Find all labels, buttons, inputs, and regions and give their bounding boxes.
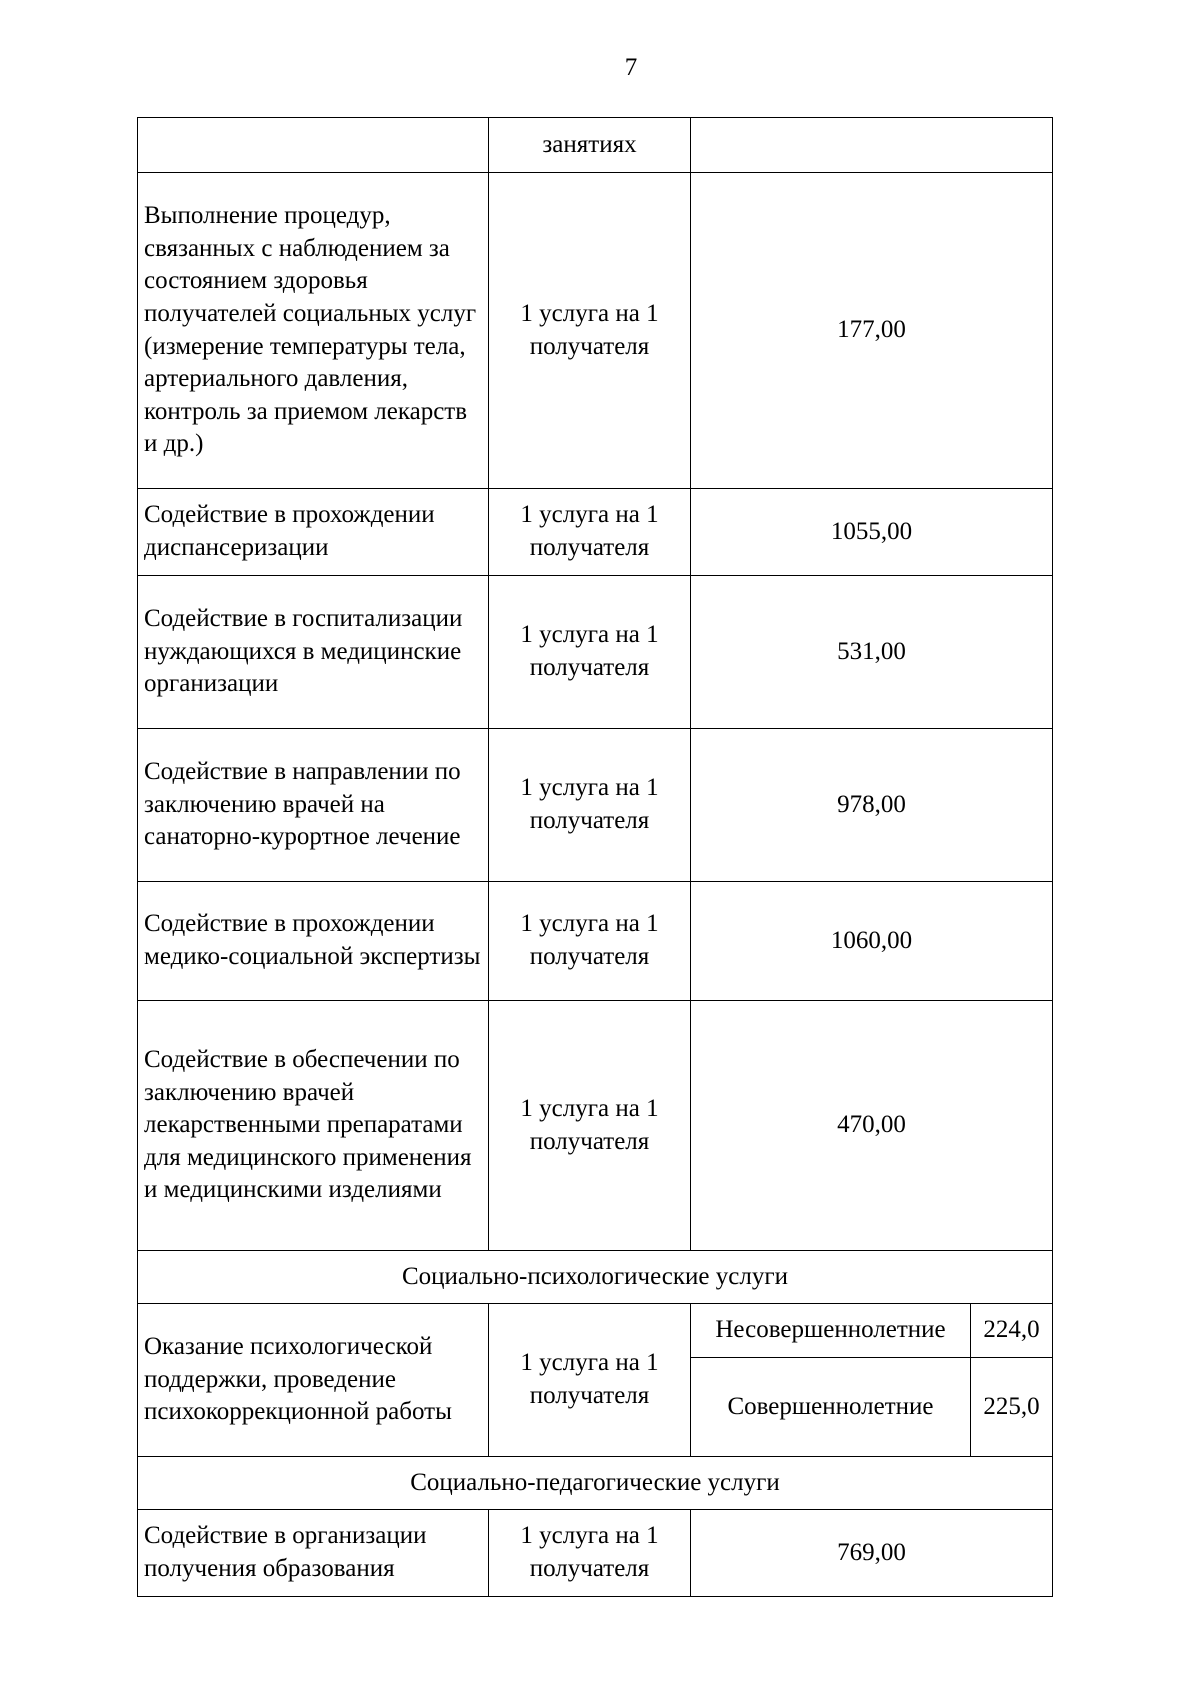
price-cell: 978,00 [691, 729, 1053, 882]
service-name-cell: Содействие в направлении по заключению врачей на санаторно-курортное лечение [138, 729, 489, 882]
category-adults: Совершеннолетние [691, 1358, 971, 1457]
table-row [138, 173, 1053, 489]
service-name-cell: Выполнение процедур, связанных с наблюдением за состоянием здоровья получателей социальных услуг (измерение температуры тела, артериального давления, контроль за приемом лекарств и др.) [138, 173, 489, 489]
table-row [138, 1001, 1053, 1251]
price-cell: 531,00 [691, 576, 1053, 729]
section-heading: Социально-психологические услуги [138, 1251, 1053, 1304]
unit-cell: 1 услуга на 1 получателя [489, 882, 691, 1001]
unit-cell: 1 услуга на 1 получателя [489, 173, 691, 489]
table-row [138, 882, 1053, 1001]
price-cell [691, 118, 1053, 173]
price-adults: 225,0 [971, 1358, 1053, 1457]
table-row [138, 489, 1053, 576]
services-tariff-table [137, 117, 1053, 1597]
price-minors: 224,0 [971, 1304, 1053, 1358]
service-name-cell: Содействие в госпитализации нуждающихся в медицинские организации [138, 576, 489, 729]
price-cell: 177,00 [691, 173, 1053, 489]
price-cell: 1060,00 [691, 882, 1053, 1001]
service-name-cell: Оказание психологической поддержки, проведение психокоррекционной работы [138, 1304, 489, 1457]
unit-cell: 1 услуга на 1 получателя [489, 576, 691, 729]
table-row [138, 1304, 1053, 1358]
unit-cell: 1 услуга на 1 получателя [489, 1510, 691, 1597]
unit-cell: занятиях [489, 118, 691, 173]
service-name-cell: Содействие в обеспечении по заключению врачей лекарственными препаратами для медицинского применения и медицинскими изделиями [138, 1001, 489, 1251]
table-row [138, 118, 1053, 173]
price-cell: 1055,00 [691, 489, 1053, 576]
section-header-row [138, 1457, 1053, 1510]
section-heading: Социально-педагогические услуги [138, 1457, 1053, 1510]
service-name-cell: Содействие в прохождении диспансеризации [138, 489, 489, 576]
unit-cell: 1 услуга на 1 получателя [489, 1001, 691, 1251]
unit-cell: 1 услуга на 1 получателя [489, 1304, 691, 1457]
table-row [138, 1510, 1053, 1597]
price-cell: 470,00 [691, 1001, 1053, 1251]
unit-cell: 1 услуга на 1 получателя [489, 489, 691, 576]
section-header-row [138, 1251, 1053, 1304]
page-number: 7 [624, 54, 638, 81]
price-cell: 769,00 [691, 1510, 1053, 1597]
service-name-cell: Содействие в прохождении медико-социальной экспертизы [138, 882, 489, 1001]
service-name-cell: Содействие в организации получения образования [138, 1510, 489, 1597]
unit-cell: 1 услуга на 1 получателя [489, 729, 691, 882]
category-minors: Несовершеннолетние [691, 1304, 971, 1358]
table-row [138, 729, 1053, 882]
service-name-cell [138, 118, 489, 173]
table-row [138, 576, 1053, 729]
